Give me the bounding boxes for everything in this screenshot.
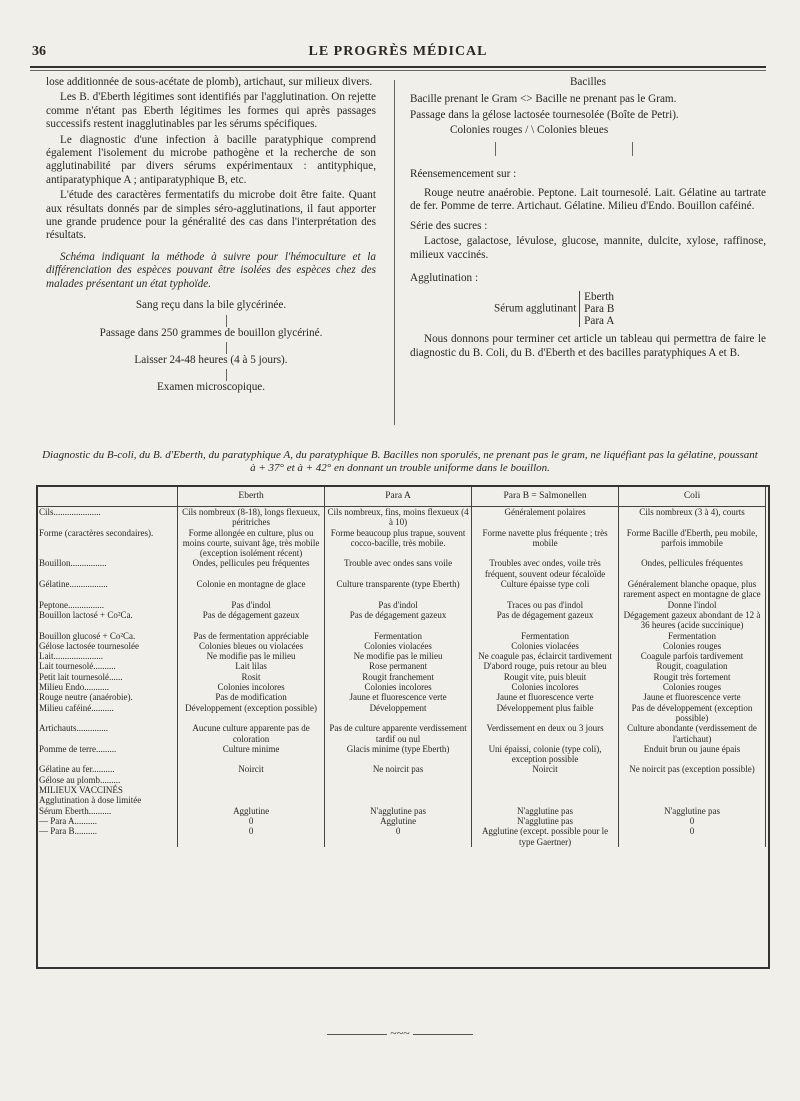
table-row xyxy=(37,631,766,641)
colonies-row xyxy=(410,124,766,137)
table-cell: Rougit très fortement Colonies rouges Jaune et fluorescence verte Pas de développement (exception possible) xyxy=(619,672,766,723)
row-label: Petit lait tournesolé...... Milieu Endo........... Rouge neutre (anaérobie). Milieu caféiné.......... xyxy=(37,672,178,723)
table-cell: Forme allongée en culture, plus ou moins courte, suivant âge, très mobile (exception isolément récent) xyxy=(178,528,325,559)
table-cell: D'abord rouge, puis retour au bleu xyxy=(472,661,619,671)
gram-row xyxy=(410,93,766,106)
page-number: 36 xyxy=(32,44,46,59)
table-header: Eberth xyxy=(178,486,325,507)
table-row xyxy=(37,723,766,744)
end-ornament: ~~~ xyxy=(310,1026,490,1041)
fork-icon: / \ xyxy=(525,124,538,137)
diagnostic-table xyxy=(36,485,766,847)
table-cell: Cils nombreux, fins, moins flexueux (4 à 10) xyxy=(325,507,472,528)
table-row xyxy=(37,641,766,662)
table-cell: Verdissement en deux ou 3 jours xyxy=(472,723,619,744)
table-cell: Forme navette plus fréquente ; très mobile xyxy=(472,528,619,559)
row-label: Artichauts.............. xyxy=(37,723,178,744)
table-cell: Traces ou pas d'indol Pas de dégagement gazeux xyxy=(472,600,619,631)
table-cell: Forme Bacille d'Eberth, peu mobile, parfois immobile xyxy=(619,528,766,559)
paragraph: Le diagnostic d'une infection à bacille paratyphique comprend également l'isolement du microbe pathogène et la recherche de son agglutinabilité par divers sérums expérimentaux : antityphique, antiparatyphique A ; antiparatyphique B, etc. xyxy=(46,133,376,186)
agglutination-title: Agglutination : xyxy=(410,272,479,285)
table-header: Para A xyxy=(325,486,472,507)
serum-item: Eberth xyxy=(584,291,614,304)
table-cell xyxy=(178,785,325,795)
table-cell: Fermentation xyxy=(472,631,619,641)
row-label: Bouillon................ xyxy=(37,558,178,579)
row-label: Bouillon glucosé + Co²Ca. xyxy=(37,631,178,641)
table-cell: Uni épaissi, colonie (type coli), exception possible xyxy=(472,744,619,765)
sucres-title: Série des sucres : xyxy=(410,219,488,232)
row-label: Cils..................... xyxy=(37,507,178,528)
serum-label: Sérum agglutinant xyxy=(494,303,577,316)
flow-step: Laisser 24-48 heures (4 à 5 jours). xyxy=(134,353,288,366)
table-cell: Colonies violacées Ne modifie pas le milieu xyxy=(325,641,472,662)
fork-icon: <> xyxy=(519,93,536,106)
table-cell: Troubles avec ondes, voile très fréquent, souvent odeur fécaloïde xyxy=(472,558,619,579)
colonies-bleues: Colonies bleues xyxy=(537,124,609,137)
table-cell: Fermentation xyxy=(619,631,766,641)
table-row xyxy=(37,785,766,795)
sucres-list: Lactose, galactose, lévulose, glucose, mannite, dulcite, xylose, raffinose, milieux vaccinés. xyxy=(410,235,766,261)
row-label: Gélatine au fer.......... xyxy=(37,764,178,774)
row-label: Gélatine................. xyxy=(37,579,178,600)
header-rule xyxy=(30,66,766,68)
table-cell: Cils nombreux (8-18), longs flexueux, péritriches xyxy=(178,507,325,528)
row-label: Agglutination à dose limitée Sérum Eberth.......... — Para A.......... — Para B.......... xyxy=(37,795,178,846)
table-cell: Rosit Colonies incolores Pas de modification Développement (exception possible) xyxy=(178,672,325,723)
milieux-list: Rouge neutre anaérobie. Peptone. Lait tournesolé. Lait. Gélatine au tartrate de fer. Pomme de terre. Artichaut. Gélatine. Milieu d'Endo. Bouillon caféiné. xyxy=(410,187,766,213)
table-cell: Pas d'indol Pas de dégagement gazeux xyxy=(178,600,325,631)
table-cell: Rougit vite, puis bleuit Colonies incolores Jaune et fluorescence verte Développement plus faible xyxy=(472,672,619,723)
table-cell: Trouble avec ondes sans voile xyxy=(325,558,472,579)
schema-title: Schéma indiquant la méthode à suivre pour l'hémoculture et la différenciation des espèces pouvant être isolées des espèces chez des malades présentant un état typhoïde. xyxy=(46,250,376,290)
table-cell xyxy=(619,775,766,785)
table-cell: N'agglutine pas Agglutine 0 xyxy=(325,795,472,846)
table-cell: Rougit franchement Colonies incolores Jaune et fluorescence verte Développement xyxy=(325,672,472,723)
table-cell: Pas d'indol Pas de dégagement gazeux xyxy=(325,600,472,631)
table-cell: Culture minime xyxy=(178,744,325,765)
row-label: Gélose au plomb......... xyxy=(37,775,178,785)
table-cell: Colonie en montagne de glace xyxy=(178,579,325,600)
table-caption: Diagnostic du B-coli, du B. d'Eberth, du paratyphique A, du paratyphique B. Bacilles non sporulés, ne prenant pas le gram, ne liquéfiant pas la gélatine, poussant à + 37° et à + 42° en donnant un trouble uniforme dans le bouillon. xyxy=(42,449,758,474)
table-cell: Culture abondante (verdissement de l'artichaut) xyxy=(619,723,766,744)
passage-line: Passage dans la gélose lactosée tournesolée (Boîte de Petri). xyxy=(410,108,679,121)
table-cell: Noircit xyxy=(472,764,619,774)
table-row xyxy=(37,558,766,579)
table-cell: Culture transparente (type Eberth) xyxy=(325,579,472,600)
paragraph: Les B. d'Eberth légitimes sont identifiés par l'agglutination. On rejette comme n'étant pas Eberth légitimes les formes qui après passages successifs restent inagglutinables par les sérums spécifiques. xyxy=(46,91,376,131)
table-cell: N'agglutine pas N'agglutine pas Agglutine (except. possible pour le type Gaertner) xyxy=(472,795,619,846)
table-body xyxy=(37,507,766,847)
row-label: Forme (caractères secondaires). xyxy=(37,528,178,559)
table-cell: Rose permanent xyxy=(325,661,472,671)
table-cell: Donne l'indol Dégagement gazeux abondant de 12 à 36 heures (acide succinique) xyxy=(619,600,766,631)
paragraph: lose additionnée de sous-acétate de plomb), artichaut, sur milieux divers. xyxy=(46,76,373,88)
running-header xyxy=(30,44,766,64)
table-cell: Colonies bleues ou violacées Ne modifie pas le milieu xyxy=(178,641,325,662)
table-row xyxy=(37,507,766,528)
serum-item: Para A xyxy=(584,315,615,328)
left-column xyxy=(46,76,376,397)
table-row xyxy=(37,579,766,600)
table-cell: Généralement blanche opaque, plus rarement aspect en montagne de glace xyxy=(619,579,766,600)
flow-step: Examen microscopique. xyxy=(156,381,266,394)
table-cell: Aucune culture apparente pas de coloration xyxy=(178,723,325,744)
table-cell xyxy=(325,775,472,785)
table-cell xyxy=(325,785,472,795)
column-divider xyxy=(394,80,395,425)
table-header xyxy=(37,486,178,507)
paragraph: L'étude des caractères fermentatifs du microbe doit être faite. Quant aux résultats donnés par de simples séro-agglutinations, il faut apporter une grande prudence pour la généralité des cas dans l'interprétation des résultats. xyxy=(46,189,376,242)
flow-connector xyxy=(226,315,227,327)
gram-negative-label: Bacille ne prenant pas le Gram. xyxy=(535,93,677,106)
table-cell xyxy=(178,775,325,785)
row-label: Pomme de terre......... xyxy=(37,744,178,765)
serum-block xyxy=(494,291,766,327)
table-cell: N'agglutine pas 0 0 xyxy=(619,795,766,846)
flow-connector xyxy=(226,369,227,381)
table-cell: Culture épaisse type coli xyxy=(472,579,619,600)
table-cell: Glacis minime (type Eberth) xyxy=(325,744,472,765)
row-label: Peptone................ Bouillon lactosé + Co²Ca. xyxy=(37,600,178,631)
table-row xyxy=(37,661,766,671)
journal-title: LE PROGRÈS MÉDICAL xyxy=(308,44,488,59)
table-cell: Enduit brun ou jaune épais xyxy=(619,744,766,765)
table-cell: Fermentation xyxy=(325,631,472,641)
table-cell: Agglutine 0 0 xyxy=(178,795,325,846)
table-cell xyxy=(472,785,619,795)
branch-lines xyxy=(410,140,766,168)
table-cell: Ondes, pellicules peu fréquentes xyxy=(178,558,325,579)
bacilles-heading: Bacilles xyxy=(569,76,607,88)
table-row xyxy=(37,528,766,559)
serum-brace xyxy=(579,291,614,327)
table-cell: Cils nombreux (3 à 4), courts xyxy=(619,507,766,528)
table-cell: Pas de culture apparente verdissement tardif ou nul xyxy=(325,723,472,744)
table-row xyxy=(37,672,766,723)
table-header-row xyxy=(37,486,766,507)
table-cell: Colonies rouges Coagule parfois tardivement xyxy=(619,641,766,662)
colonies-rouges: Colonies rouges xyxy=(450,124,523,137)
table-header: Para B = Salmonellen xyxy=(472,486,619,507)
reensemencement-title: Réensemencement sur : xyxy=(410,167,517,180)
conclusion-paragraph: Nous donnons pour terminer cet article un tableau qui permettra de faire le diagnostic du B. Coli, du B. d'Eberth et des bacilles paratyphiques A et B. xyxy=(410,333,766,359)
gram-positive-label: Bacille prenant le Gram xyxy=(410,93,518,106)
table-cell xyxy=(472,775,619,785)
table-cell: Rougit, coagulation xyxy=(619,661,766,671)
flow-step: Sang reçu dans la bile glycérinée. xyxy=(135,299,287,312)
table-header: Coli xyxy=(619,486,766,507)
table-cell: Ne noircit pas (exception possible) xyxy=(619,764,766,774)
table-row xyxy=(37,764,766,774)
serum-item: Para B xyxy=(584,303,615,316)
table-cell: Forme beaucoup plus trapue, souvent cocco-bacille, très mobile. xyxy=(325,528,472,559)
table-cell: Ne noircit pas xyxy=(325,764,472,774)
flow-connector xyxy=(226,342,227,354)
table-cell: Pas de fermentation appréciable xyxy=(178,631,325,641)
right-column xyxy=(410,76,766,362)
flow-step: Passage dans 250 grammes de bouillon glycériné. xyxy=(99,326,323,339)
table-cell: Ondes, pellicules fréquentes xyxy=(619,558,766,579)
table-cell: Colonies violacées Ne coagule pas, éclaircit tardivement xyxy=(472,641,619,662)
row-label: MILIEUX VACCINÉS xyxy=(37,785,178,795)
table-cell: Généralement polaires xyxy=(472,507,619,528)
table-row xyxy=(37,795,766,846)
table-row xyxy=(37,744,766,765)
table-cell xyxy=(619,785,766,795)
table-cell: Lait lilas xyxy=(178,661,325,671)
row-label: Lait tournesolé.......... xyxy=(37,661,178,671)
header-rule-thin xyxy=(30,70,766,71)
table-row xyxy=(37,775,766,785)
table-cell: Noircit xyxy=(178,764,325,774)
row-label: Gélose lactosée tournesolée Lait...................... xyxy=(37,641,178,662)
table-row xyxy=(37,600,766,631)
